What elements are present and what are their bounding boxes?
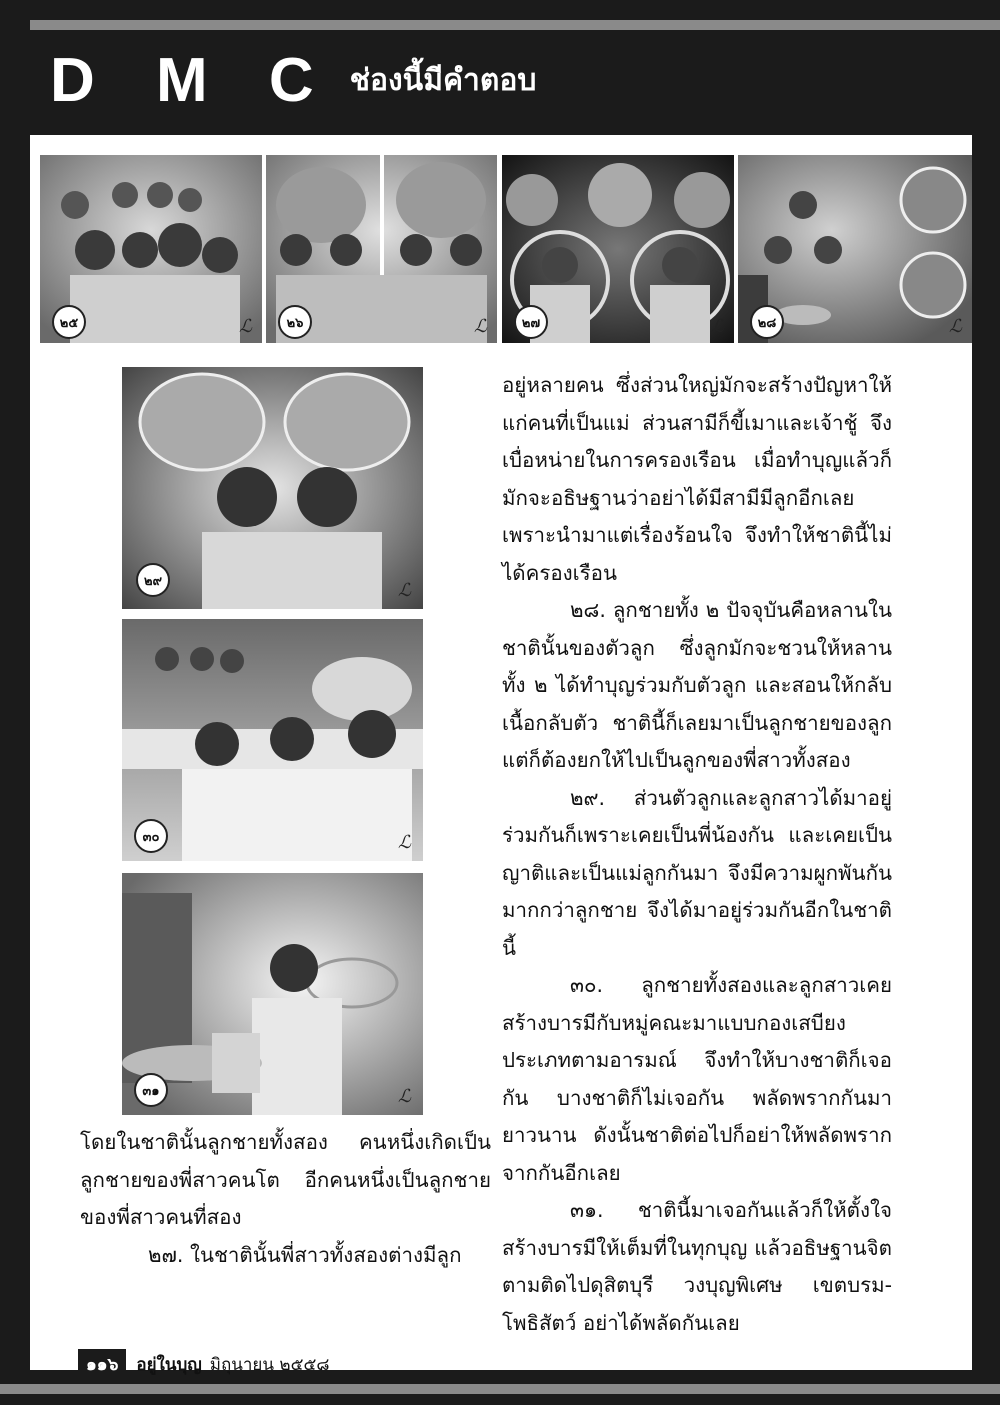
paragraph: ๓๐. ลูกชายทั้งสองและลูกสาวเคยสร้างบารมีกับหมู่คณะมาแบบกองเสบียงประเภทตามอารมณ์ จึงทำให้บางชาติก็เจอกัน บางชาติก็ไม่เจอกัน พลัดพรากกันมายาวนาน ดังนั้นชาติต่อไปก็อย่าให้พลัดพรากจากกันอีกเลย <box>502 973 892 1185</box>
image-number-28: ๒๘ <box>750 305 784 339</box>
paragraph: ๒๘. ลูกชายทั้ง ๒ ปัจจุบันคือหลานในชาตินั้นของตัวลูก ซึ่งลูกมักจะชวนให้หลานทั้ง ๒ ได้ทำบุญร่วมกับตัวลูก และสอนให้กลับเนื้อกลับตัว ชาตินี้ก็เลยมาเป็นลูกชายของลูก แต่ก็ต้องยกให้ไปเป็นลูกของพี่สาวทั้งสอง <box>502 598 892 772</box>
magazine-name: อยู่ในบุญ <box>136 1355 202 1375</box>
artist-signature: ℒ <box>398 1086 411 1107</box>
paragraph: ๒๗. ในชาตินั้นพี่สาวทั้งสองต่างมีลูก <box>148 1242 462 1267</box>
illustration-26 <box>266 155 497 343</box>
header <box>50 46 537 115</box>
artist-signature: ℒ <box>398 580 411 601</box>
page-number: ๑๑๖ <box>78 1349 126 1380</box>
image-number-29: ๒๙ <box>136 563 170 597</box>
image-number-25: ๒๕ <box>52 305 86 339</box>
artist-signature: ℒ <box>398 832 411 853</box>
illustration-30 <box>122 619 423 861</box>
paragraph: ๒๙. ส่วนตัวลูกและลูกสาวได้มาอยู่ร่วมกันก็เพราะเคยเป็นพี่น้องกัน และเคยเป็นญาติและเป็นแม่ลูกกันมา จึงมีความผูกพันกันมากกว่าลูกชาย จึงได้มาอยู่ร่วมกันอีกในชาตินี้ <box>502 785 892 960</box>
image-number-30: ๓๐ <box>134 819 168 853</box>
right-column-text <box>502 367 892 1342</box>
issue-date: มิถุนายน ๒๕๕๘ <box>209 1355 330 1375</box>
illustration-28 <box>738 155 972 343</box>
section-subtitle: ช่องนี้มีคำตอบ <box>349 63 537 98</box>
illustration-31 <box>122 873 423 1115</box>
image-number-26: ๒๖ <box>278 305 312 339</box>
top-rule <box>30 20 1000 30</box>
page-footer <box>78 1349 329 1380</box>
illustration-29 <box>122 367 423 609</box>
artist-signature: ℒ <box>711 316 724 337</box>
image-number-31: ๓๑ <box>134 1073 168 1107</box>
image-number-27: ๒๗ <box>514 305 548 339</box>
artist-signature: ℒ <box>474 316 487 337</box>
paragraph: โดยในชาตินั้นลูกชายทั้งสอง คนหนึ่งเกิดเป็นลูกชายของพี่สาวคนโต อีกคนหนึ่งเป็นลูกชายของพี่สาวคนที่สอง <box>80 1130 491 1229</box>
paragraph: ๓๑. ชาตินี้มาเจอกันแล้วก็ให้ตั้งใจสร้างบารมีให้เต็มที่ในทุกบุญ แล้วอธิษฐานจิตตามติดไปดุสิตบุรี วงบุญพิเศษ เขตบรม-โพธิสัตว์ อย่าได้พลัดกันเลย <box>502 1198 892 1335</box>
bottom-rule <box>0 1384 1000 1394</box>
illustration-25 <box>40 155 262 343</box>
paragraph: อยู่หลายคน ซึ่งส่วนใหญ่มักจะสร้างปัญหาให้แก่คนที่เป็นแม่ ส่วนสามีก็ขี้เมาและเจ้าชู้ จึงเบื่อหน่ายในการครองเรือน เมื่อทำบุญแล้วก็มักจะอธิษฐานว่าอย่าได้มีสามีมีลูกอีกเลย เพราะนำมาแต่เรื่องร้อนใจ จึงทำให้ชาตินี้ไม่ได้ครองเรือน <box>502 373 892 585</box>
page-content <box>30 135 972 1375</box>
brand-title: D M C <box>50 46 336 115</box>
artist-signature: ℒ <box>239 316 252 337</box>
illustration-27 <box>502 155 734 343</box>
artist-signature: ℒ <box>949 316 962 337</box>
left-column-text <box>80 1124 491 1274</box>
